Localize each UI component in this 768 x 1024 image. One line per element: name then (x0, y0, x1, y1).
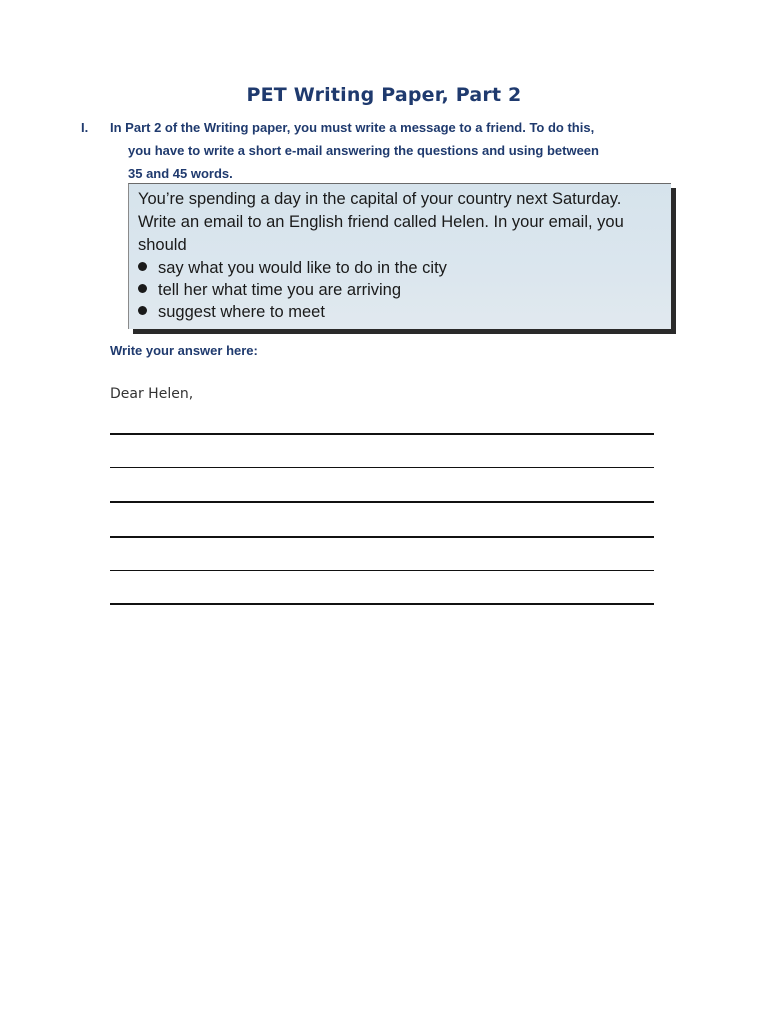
instruction-line: In Part 2 of the Writing paper, you must write a message to a friend. To do this, (110, 120, 595, 135)
instruction-line: 35 and 45 words. (128, 166, 233, 181)
task-bullet-text: say what you would like to do in the city (158, 259, 447, 277)
task-bullet (138, 281, 401, 300)
task-bullet (138, 259, 447, 278)
letter-greeting[interactable]: Dear Helen, (110, 386, 194, 402)
task-text-line: You’re spending a day in the capital of your country next Saturday. (138, 190, 622, 208)
task-box (128, 183, 671, 329)
task-bullet-text: suggest where to meet (158, 303, 325, 321)
answer-writing-line[interactable] (110, 603, 654, 605)
bullet-icon (138, 262, 147, 271)
task-text-line: should (138, 236, 187, 254)
answer-prompt: Write your answer here: (110, 343, 258, 358)
bullet-icon (138, 306, 147, 315)
answer-writing-line[interactable] (110, 536, 654, 538)
answer-writing-line[interactable] (110, 501, 654, 503)
task-text-line: Write an email to an English friend called Helen. In your email, you (138, 213, 624, 231)
instruction-line: you have to write a short e-mail answering the questions and using between (128, 143, 599, 158)
question-number: I. (81, 120, 89, 135)
bullet-icon (138, 284, 147, 293)
answer-writing-line[interactable] (110, 467, 654, 468)
page-title: PET Writing Paper, Part 2 (246, 84, 522, 106)
task-bullet (138, 303, 325, 322)
task-bullet-text: tell her what time you are arriving (158, 281, 402, 299)
answer-writing-line[interactable] (110, 570, 654, 571)
answer-writing-line[interactable] (110, 433, 654, 435)
